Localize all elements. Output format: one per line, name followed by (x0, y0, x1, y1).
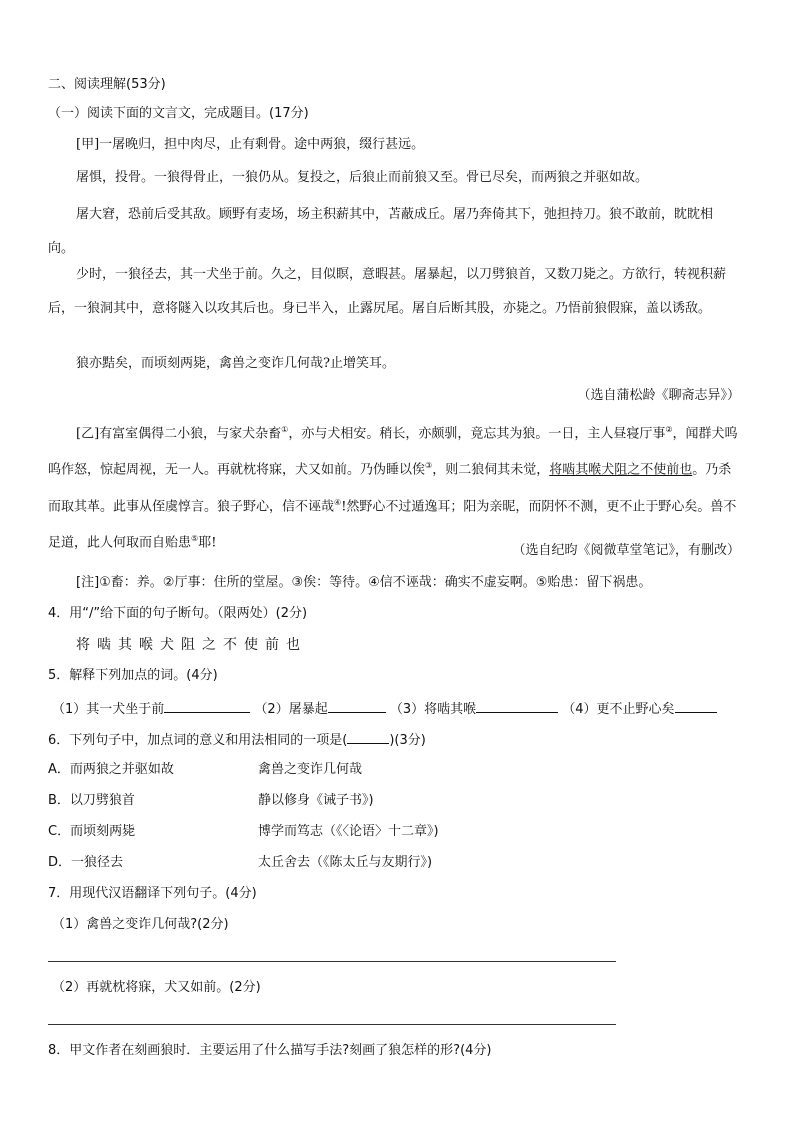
q5-item-4: （4）更不止野心矣 (562, 702, 675, 717)
answer-blank[interactable] (328, 700, 386, 713)
q6-option-d-compare: 太丘舍去（《陈太丘与友期行》) (258, 855, 433, 870)
q7-sentence-1: （1）禽兽之变诈几何哉?(2分) (52, 917, 229, 932)
jia-paragraph-4: 少时，一狼径去，其一犬坐于前。久之，目似瞑，意暇甚。屠暴起，以刀劈狼首，又数刀毙之。方欲行，转视积薪后，一狼洞其中，意将隧入以攻其后也。身已半入，止露尻尾。屠自后断其股，亦毙之。乃悟前狼假寐，盖以诱敌。 (48, 267, 727, 316)
answer-blank[interactable] (476, 700, 558, 713)
footnote-marker: ⑤ (191, 533, 199, 543)
q6-option-c: C．而顷刻两毙 (48, 824, 136, 839)
question-4-sentence: 将啮其喉犬阻之不使前也 (76, 637, 307, 653)
footnote-marker: ③ (425, 461, 433, 471)
footnote-marker: ④ (334, 497, 342, 507)
q5-item-1: （1）其一犬坐于前 (52, 702, 165, 717)
question-5-stem: 5．解释下列加点的词。(4分) (48, 668, 218, 683)
q7-sentence-2: （2）再就枕将寐，犬又如前。(2分) (52, 980, 261, 995)
answer-line-1[interactable] (48, 961, 616, 962)
footnote-marker: ② (665, 425, 673, 434)
choice-blank[interactable] (347, 731, 389, 744)
q6-option-c-compare: 博学而笃志（《〈论语〉十二章》) (258, 824, 439, 839)
question-5-items (52, 700, 717, 718)
answer-line-2[interactable] (48, 1024, 616, 1025)
question-6-stem: 6．下列句子中，加点词的意义和用法相同的一项是( )(3分) (48, 733, 426, 748)
q6-option-b: B．以刀劈狼首 (48, 793, 135, 808)
q5-item-2: （2）屠暴起 (254, 702, 328, 717)
question-4-stem: 4．用“/”给下面的句子断句。（限两处）(2分) (48, 606, 308, 621)
jia-paragraph-3: 屠大窘，恐前后受其敌。顾野有麦场，场主积薪其中，苫蔽成丘。屠乃奔倚其下，弛担持刀。狼不敢前，眈眈相向。 (48, 207, 714, 256)
footnote-marker: ① (281, 425, 289, 434)
jia-source: （选自蒲松龄《聊斋志异》） (577, 388, 740, 403)
q6-option-d: D．一狼径去 (48, 855, 124, 870)
question-7-stem: 7．用现代汉语翻译下列句子。(4分) (48, 886, 257, 901)
q6-option-b-compare: 静以修身《诫子书》) (258, 793, 374, 808)
notes: [注]①畜：养。②厅事：住所的堂屋。③俟：等待。④信不诬哉：确实不虚妄啊。⑤贻患：留下祸患。 (76, 575, 652, 590)
q6-option-a-compare: 禽兽之变诈几何哉 (258, 762, 363, 777)
yi-source: （选自纪昀《阅微草堂笔记》，有删改） (512, 543, 740, 558)
jia-paragraph-1: [甲]一屠晚归，担中肉尽，止有剩骨。途中两狼，缀行甚远。 (76, 137, 425, 152)
section-title: 二、阅读理解(53分) (48, 77, 166, 92)
q6-option-a: A．而两狼之并驱如故 (48, 762, 174, 777)
yi-paragraph: [乙]有富室偶得二小狼，与家犬杂畜①，亦与犬相安。稍长，亦颇驯，竟忘其为狼。一日，主人昼寝厅事②，闻群犬呜呜作怒，惊起周视，无一人。再就枕将寐，犬又如前。乃伪睡以俟③，则二狼伺其未觉，将啮其喉犬阻之不使前也。乃杀而取其革。此事从侄虞惇言。狼子野心，信不诬哉④!然野心不过遁逸耳；阳为亲昵，而阴怀不测，更不止于野心矣。兽不足道，此人何取而自贻患⑤耶! (48, 425, 738, 551)
jia-paragraph-2: 屠惧，投骨。一狼得骨止，一狼仍从。复投之，后狼止而前狼又至。骨已尽矣，而两狼之并驱如故。 (76, 170, 649, 185)
jia-paragraph-5: 狼亦黠矣，而顷刻两毙，禽兽之变诈几何哉?止增笑耳。 (76, 356, 395, 371)
question-8-stem: 8．甲文作者在刻画狼时．主要运用了什么描写手法?刻画了狼怎样的形?(4分) (48, 1043, 492, 1058)
q5-item-3: （3）将啮其喉 (389, 702, 477, 717)
answer-blank[interactable] (675, 700, 717, 713)
part1-title: （一）阅读下面的文言文，完成题目。(17分) (48, 106, 309, 121)
underlined-sentence: 将啮其喉犬阻之不使前也 (549, 462, 693, 478)
answer-blank[interactable] (164, 700, 250, 713)
